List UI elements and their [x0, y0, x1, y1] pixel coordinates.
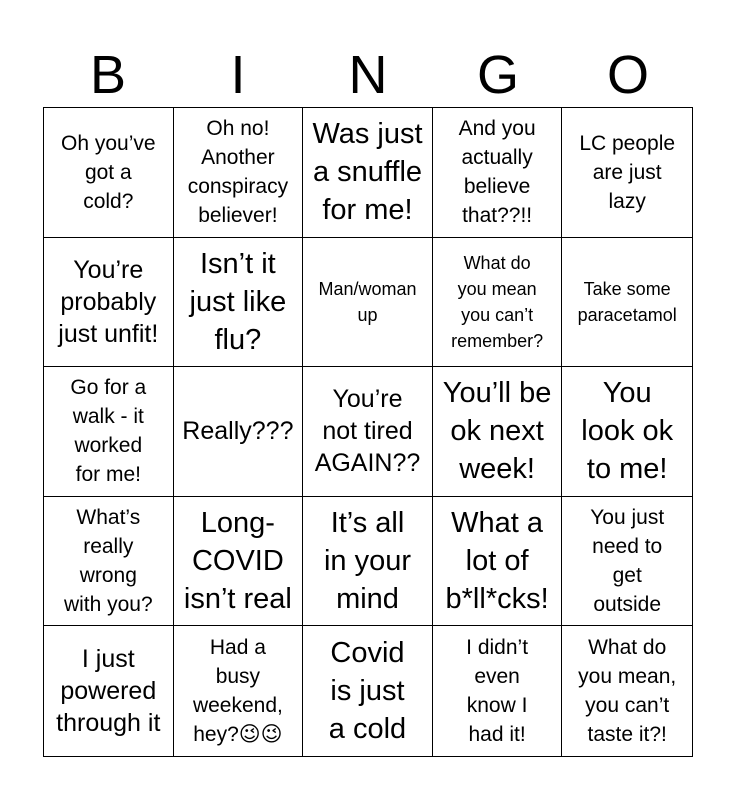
bingo-cell-r4c4[interactable] — [433, 497, 563, 627]
cell-text: What’s really wrong with you? — [63, 506, 153, 617]
bingo-cell-r1c1[interactable] — [44, 108, 174, 238]
cell-text: Oh you’ve got a cold? — [61, 131, 156, 213]
header-letter-n: N — [348, 45, 388, 105]
cell-text: Had a busy weekend, hey?😉😉 — [192, 636, 283, 747]
cell-text: It’s all in your mind — [323, 507, 412, 616]
cell-text: I just powered through it — [56, 645, 161, 738]
bingo-cell-r3c5[interactable] — [562, 367, 692, 497]
bingo-cell-r1c5[interactable] — [562, 108, 692, 238]
bingo-cell-r3c2[interactable] — [174, 367, 304, 497]
cell-text: And you actually believe that??!! — [458, 117, 536, 228]
bingo-cell-r3c1[interactable] — [44, 367, 174, 497]
cell-text: Go for a walk - it worked for me! — [70, 376, 147, 487]
bingo-cell-r3c4[interactable] — [433, 367, 563, 497]
cell-text: Covid is just a cold — [328, 637, 407, 746]
bingo-cell-r2c4[interactable] — [433, 238, 563, 368]
cell-text: You look ok to me! — [581, 377, 674, 486]
cell-text: I didn’t even know I had it! — [466, 636, 529, 747]
bingo-cell-r1c4[interactable] — [433, 108, 563, 238]
cell-text: Really??? — [182, 417, 294, 446]
cell-text: Long- COVID isn’t real — [183, 507, 292, 616]
header-letter-b: B — [89, 45, 127, 105]
bingo-cell-r2c2[interactable] — [174, 238, 304, 368]
bingo-cell-r5c3[interactable] — [303, 626, 433, 756]
bingo-cell-r5c1[interactable] — [44, 626, 174, 756]
bingo-cell-r2c3[interactable] — [303, 238, 433, 368]
cell-text: Man/woman up — [318, 278, 417, 325]
cell-text: LC people are just lazy — [579, 131, 676, 213]
cell-text: What do you mean, you can’t taste it?! — [578, 636, 677, 747]
bingo-cell-r4c3[interactable] — [303, 497, 433, 627]
cell-text: Isn’t it just like flu? — [189, 247, 287, 356]
bingo-cell-r5c5[interactable] — [562, 626, 692, 756]
bingo-header — [43, 44, 693, 106]
bingo-grid — [43, 107, 693, 757]
header-letter-o: O — [606, 45, 649, 105]
bingo-cell-r5c4[interactable] — [433, 626, 563, 756]
cell-text: Take some paracetamol — [577, 278, 677, 325]
cell-text: You’re not tired AGAIN?? — [314, 385, 421, 478]
bingo-cell-r4c5[interactable] — [562, 497, 692, 627]
header-letter-i: I — [230, 45, 246, 105]
header-letter-g: G — [476, 45, 519, 105]
cell-text: What a lot of b*ll*cks! — [445, 507, 549, 616]
bingo-cell-r3c3[interactable] — [303, 367, 433, 497]
bingo-cell-r4c2[interactable] — [174, 497, 304, 627]
bingo-cell-r2c5[interactable] — [562, 238, 692, 368]
bingo-cell-r1c2[interactable] — [174, 108, 304, 238]
cell-text: Oh no! Another conspiracy believer! — [187, 117, 289, 228]
cell-text: What do you mean you can’t remember? — [451, 252, 544, 351]
cell-text: You’ll be ok next week! — [442, 377, 552, 486]
cell-text: Was just a snuffle for me! — [312, 118, 423, 227]
bingo-cell-r1c3[interactable] — [303, 108, 433, 238]
bingo-cell-r4c1[interactable] — [44, 497, 174, 627]
cell-text: You’re probably just unfit! — [58, 255, 159, 348]
cell-text: You just need to get outside — [590, 506, 665, 617]
bingo-cell-r2c1[interactable] — [44, 238, 174, 368]
bingo-cell-r5c2[interactable] — [174, 626, 304, 756]
